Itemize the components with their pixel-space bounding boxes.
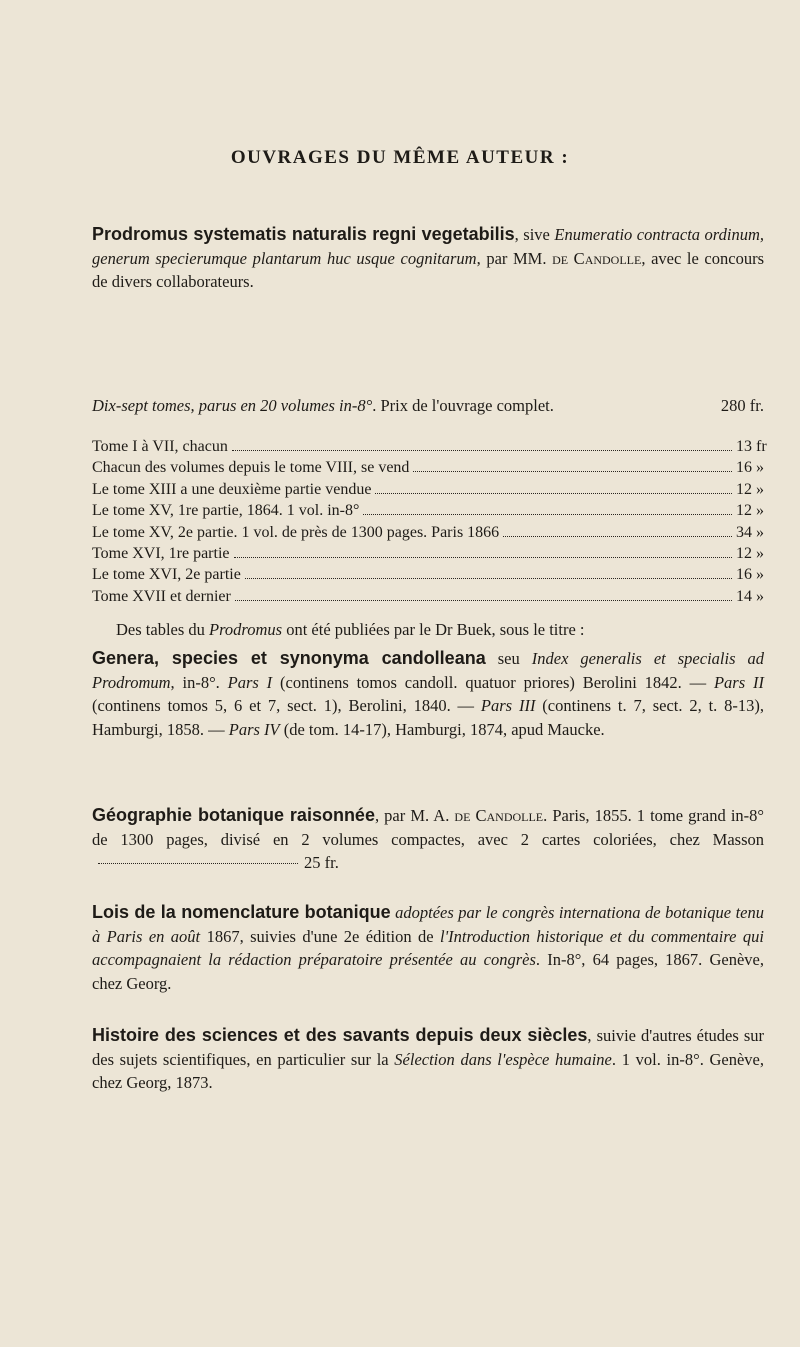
tables-text-2: ont été publiées par le Dr Buek, sous le titre : <box>282 620 585 639</box>
volume-price: 14 » <box>736 587 764 605</box>
tables-italic: Prodromus <box>209 620 283 639</box>
prodromus-sep: , sive <box>514 225 555 244</box>
prodromus-rest2: , avec le concours de divers collaborateurs. <box>92 248 764 291</box>
volume-price: 16 » <box>736 459 764 477</box>
geographie-title: Géographie botanique raisonnée <box>92 805 375 825</box>
lois-text-3: . In-8°, 64 pages, 1867. Genève, chez Georg. <box>92 950 764 993</box>
dot-leader <box>503 536 732 537</box>
volume-price: 13 fr <box>736 438 767 455</box>
volume-label: Tome XVII et dernier <box>92 587 231 605</box>
lois-entry <box>92 901 764 995</box>
volume-label: Le tome XIII a une deuxième partie vendue <box>92 480 372 498</box>
genera-italic-2: Pars I <box>227 672 273 692</box>
lois-text-2: 1867, suivies d'une 2e édition de <box>200 926 441 946</box>
list-item <box>92 588 764 609</box>
volume-price-list <box>92 438 767 609</box>
geographie-text-1: , par M. A. <box>374 806 455 825</box>
genera-italic-5: Pars IV <box>228 719 280 739</box>
volume-label: Le tome XV, 2e partie. 1 vol. de près de 1300 pages. Paris 1866 <box>92 523 500 541</box>
dot-leader <box>235 600 732 601</box>
dot-leader <box>232 450 732 451</box>
geographie-text-2: . Paris, 1855. 1 tome grand in-8° de 1300 pages, divisé en 2 volumes compactes, avec 2 cartes coloriées, chez Masson <box>92 806 764 849</box>
histoire-entry <box>92 1024 764 1095</box>
genera-italic-3: Pars II <box>713 672 764 692</box>
prodromus-entry <box>92 223 764 294</box>
dot-leader <box>234 557 733 558</box>
volume-price: 34 » <box>736 523 764 541</box>
geographie-price: 25 fr. <box>304 853 339 872</box>
page-heading: OUVRAGES DU MÊME AUTEUR : <box>230 147 570 168</box>
histoire-text-2: . 1 vol. in-8°. Genève, chez Georg, 1873. <box>92 1049 765 1092</box>
lois-italic-1: adoptées par le congrès internationa de botanique tenu à Paris en août <box>92 903 764 946</box>
dot-leader <box>413 471 732 472</box>
genera-text-1: seu <box>485 649 532 668</box>
volume-price: 12 » <box>736 544 764 562</box>
prodromus-author: de Candolle <box>552 248 642 268</box>
genera-text-3: (continens tomos candoll. quatuor priores) Berolini 1842. — <box>272 672 714 692</box>
genera-text-5: (continens t. 7, sect. 2, t. 8-13), Hamburgi, 1858. — <box>92 696 765 739</box>
dot-leader <box>245 578 732 579</box>
lois-italic-2: l'Introduction historique et du commentaire qui accompagnaient la rédaction préparatoire présentée au congrès <box>92 926 765 969</box>
price-line-italic: Dix-sept tomes, parus en 20 volumes in-8° <box>92 396 373 415</box>
volume-label: Chacun des volumes depuis le tome VIII, se vend <box>92 459 410 477</box>
histoire-italic: Sélection dans l'espèce humaine <box>394 1049 612 1069</box>
dot-leader <box>98 863 298 864</box>
list-item <box>92 502 764 523</box>
tables-text-1: Des tables du <box>116 620 210 639</box>
list-item <box>92 545 764 566</box>
geographie-entry <box>92 804 764 875</box>
prodromus-rest: , par MM. <box>476 248 553 268</box>
list-item <box>92 459 764 480</box>
price-line <box>92 394 764 418</box>
volume-price: 12 » <box>736 502 764 520</box>
volume-label: Le tome XV, 1re partie, 1864. 1 vol. in-8° <box>92 502 360 520</box>
lois-title: Lois de la nomenclature botanique <box>92 902 391 922</box>
genera-text-4: (continens tomos 5, 6 et 7, sect. 1), Berolini, 1840. — <box>92 696 481 715</box>
dot-leader <box>375 493 732 494</box>
volume-label: Le tome XVI, 2e partie <box>92 566 241 584</box>
genera-text-2: , in-8°. <box>170 672 228 692</box>
list-item <box>92 438 767 459</box>
volume-price: 16 » <box>736 566 764 584</box>
volume-price: 12 » <box>736 480 764 498</box>
genera-italic-1: Index generalis et specialis ad Prodromum <box>92 649 764 692</box>
price-line-text: . Prix de l'ouvrage complet. <box>372 396 554 415</box>
volume-label: Tome XVI, 1re partie <box>92 544 230 562</box>
tables-note <box>92 618 764 642</box>
prodromus-subtitle: Enumeratio contracta ordinum, generum specierumque plantarum huc usque cognitarum <box>92 225 764 268</box>
geographie-author: de Candolle <box>454 806 544 825</box>
dot-leader <box>363 514 732 515</box>
genera-entry <box>92 647 764 741</box>
list-item <box>92 481 764 502</box>
list-item <box>92 566 764 587</box>
histoire-title: Histoire des sciences et des savants depuis deux siècles <box>92 1025 588 1045</box>
volume-label: Tome I à VII, chacun <box>92 438 228 455</box>
prodromus-title: Prodromus systematis naturalis regni vegetabilis <box>92 224 515 244</box>
genera-italic-4: Pars III <box>480 696 536 715</box>
histoire-text-1: , suivie d'autres études sur des sujets scientifiques, en particulier sur la <box>92 1026 764 1069</box>
list-item <box>92 524 764 545</box>
genera-text-6: (de tom. 14-17), Hamburgi, 1874, apud Maucke. <box>279 719 605 739</box>
total-price: 280 fr. <box>720 396 764 415</box>
genera-title: Genera, species et synonyma candolleana <box>92 648 486 668</box>
